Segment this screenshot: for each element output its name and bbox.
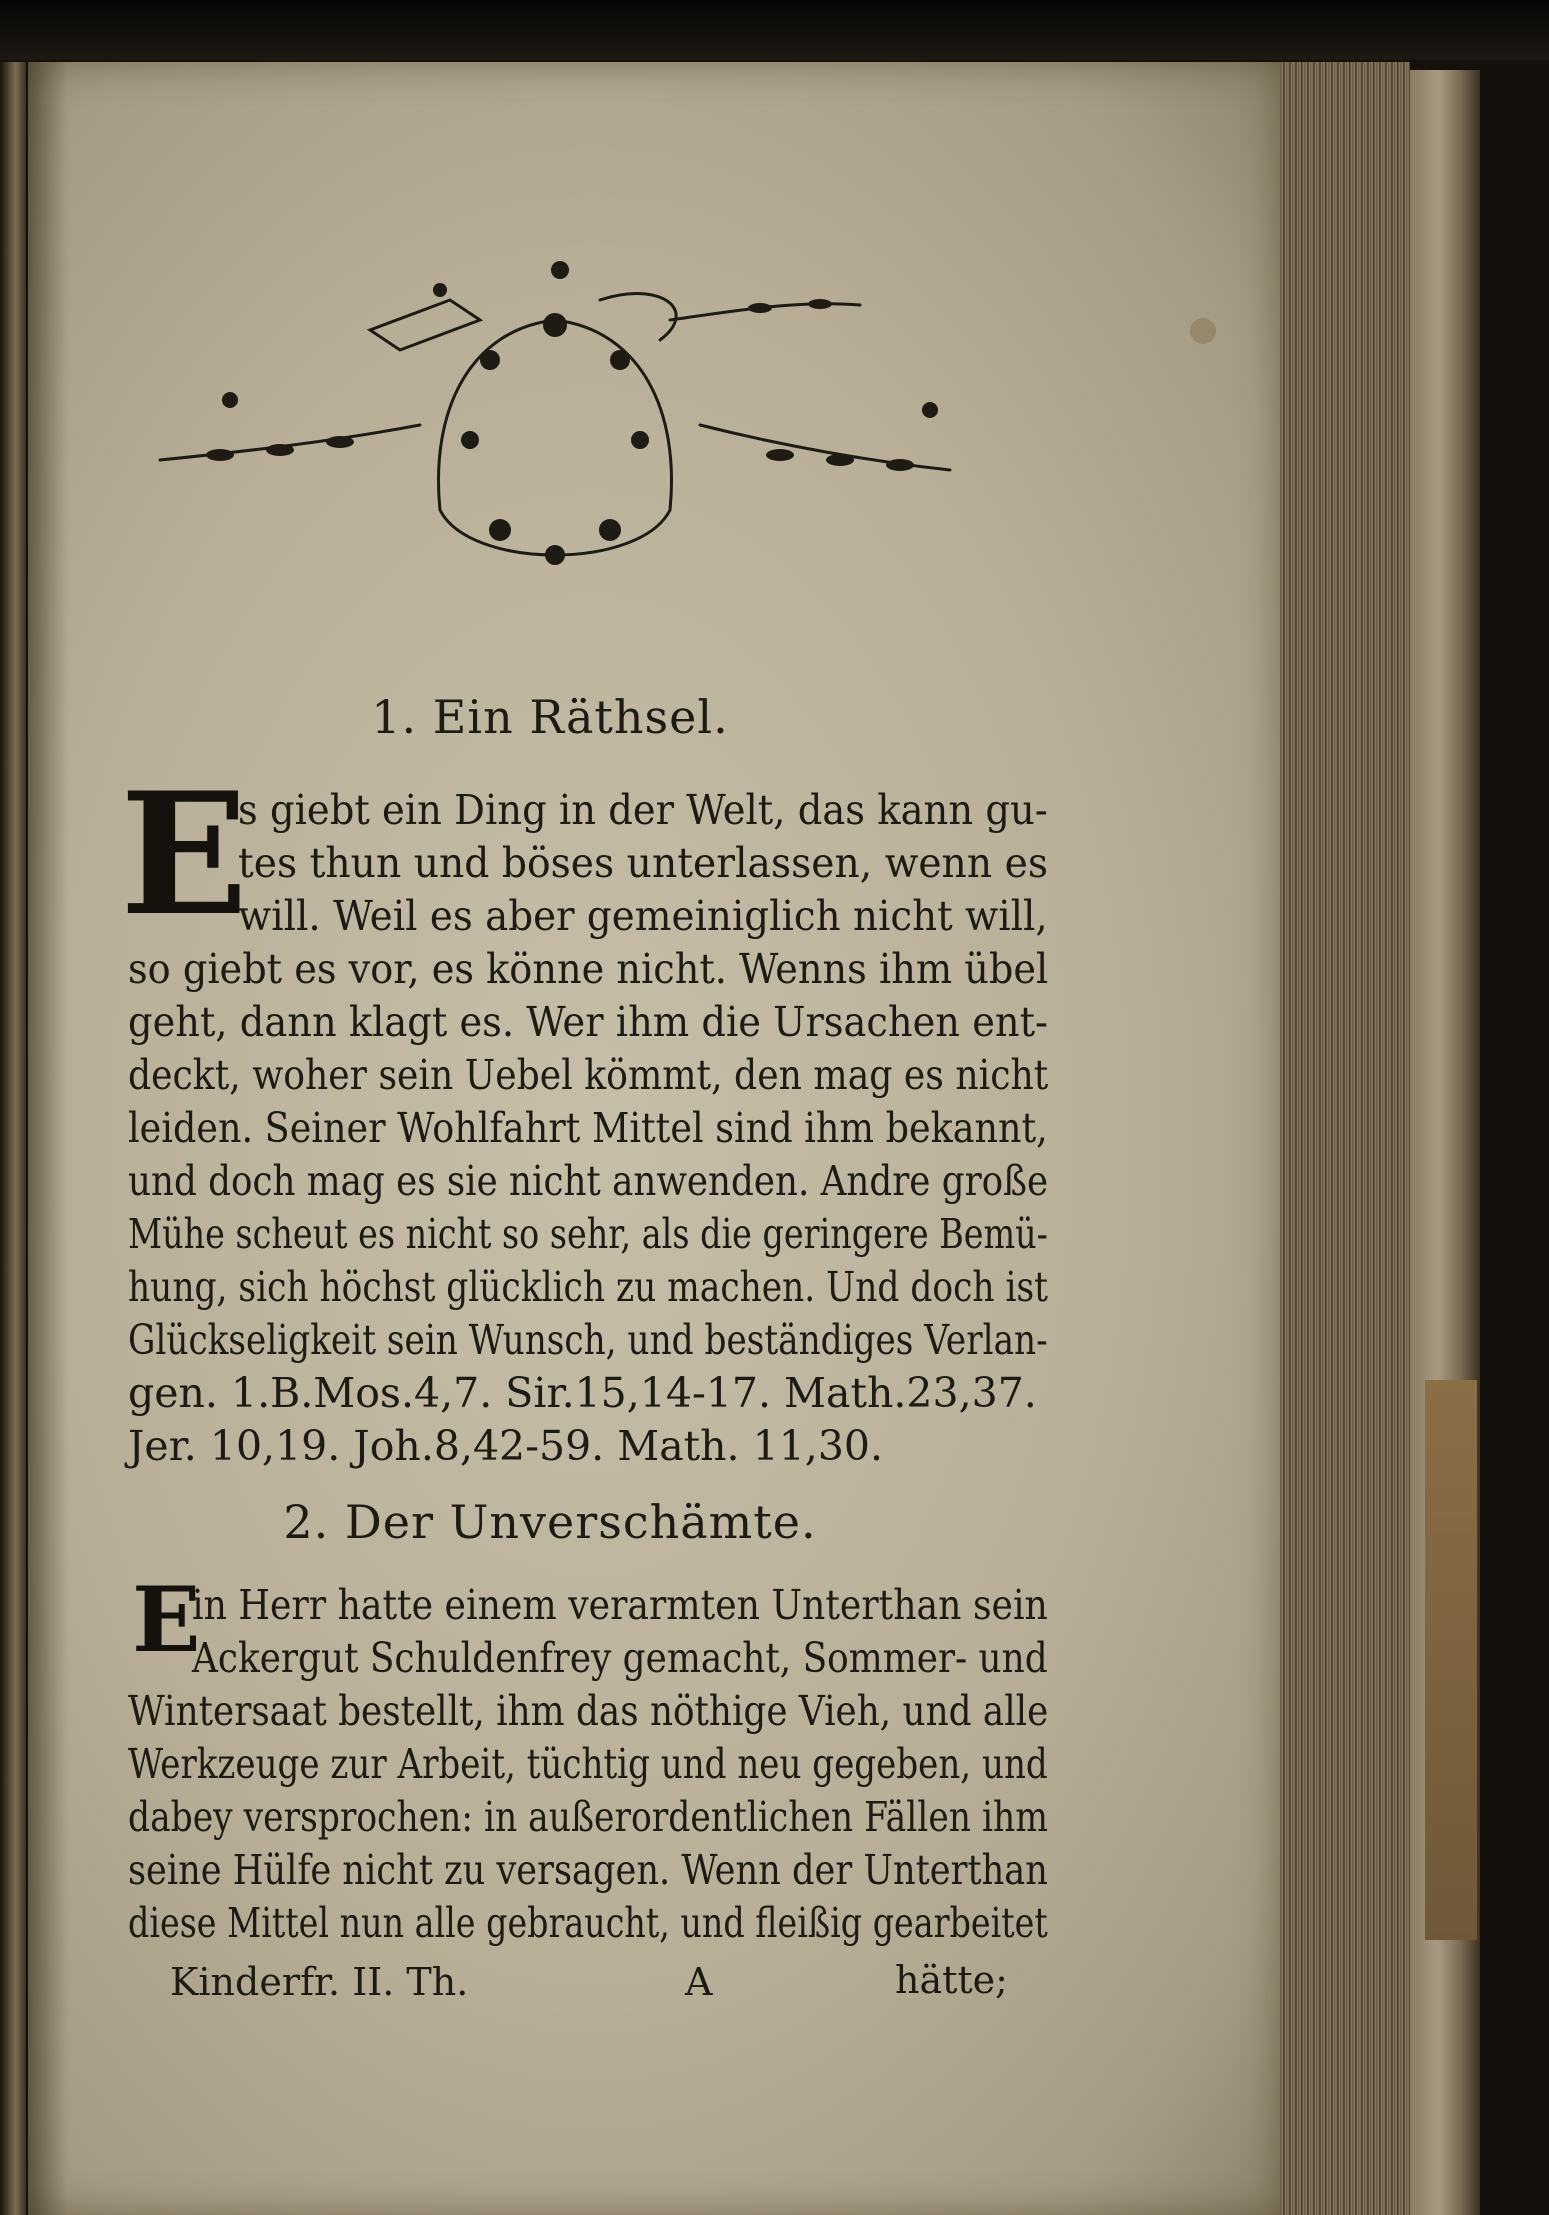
scan-top-edge bbox=[0, 0, 1549, 60]
drop-cap-e-2: E bbox=[132, 1567, 201, 1673]
page-stack-edges bbox=[1280, 62, 1410, 2215]
ornament-ribbon-left bbox=[370, 300, 480, 350]
drop-cap-e: E bbox=[120, 755, 249, 953]
text-line: s giebt ein Ding in der Welt, das kann gu- bbox=[238, 786, 1048, 834]
signature-mark: A bbox=[685, 1960, 713, 2004]
text-line: so giebt es vor, es könne nicht. Wenns ihm übel bbox=[128, 945, 1049, 993]
text-line: dabey versprochen: in außerordentlichen Fällen ihm bbox=[128, 1793, 1048, 1841]
text-line: Glückseligkeit sein Wunsch, und beständiges Verlan- bbox=[128, 1316, 1048, 1364]
floral-ornament-vignette bbox=[140, 210, 970, 590]
ornament-left-branch bbox=[160, 425, 420, 460]
text-line: Werkzeuge zur Arbeit, tüchtig und neu gegeben, und bbox=[128, 1740, 1048, 1788]
ornament-ribbon-right bbox=[600, 294, 676, 340]
text-line: geht, dann klagt es. Wer ihm die Ursachen ent- bbox=[128, 998, 1048, 1046]
text-line: will. Weil es aber gemeiniglich nicht will, bbox=[238, 892, 1048, 940]
text-line: Jer. 10,19. Joh.8,42-59. Math. 11,30. bbox=[128, 1422, 884, 1470]
text-line: Wintersaat bestellt, ihm das nöthige Vieh, und alle bbox=[128, 1687, 1049, 1735]
text-line: Ackergut Schuldenfrey gemacht, Sommer- und bbox=[192, 1634, 1048, 1682]
text-line: leiden. Seiner Wohlfahrt Mittel sind ihm bekannt, bbox=[128, 1104, 1048, 1152]
text-line: hung, sich höchst glücklich zu machen. Und doch ist bbox=[128, 1263, 1048, 1311]
text-line: gen. 1.B.Mos.4,7. Sir.15,14-17. Math.23,37. bbox=[128, 1369, 1037, 1417]
text-line: deckt, woher sein Uebel kömmt, den mag es nicht bbox=[128, 1051, 1049, 1099]
left-page-edge bbox=[0, 62, 26, 2215]
foxing-spot bbox=[1190, 318, 1216, 344]
text-line: diese Mittel nun alle gebraucht, und fleißig gearbeitet bbox=[128, 1899, 1048, 1947]
text-line: tes thun und böses unterlassen, wenn es bbox=[238, 839, 1048, 887]
section-1-heading: 1. Ein Räthsel. bbox=[371, 690, 729, 744]
signature-line: Kinderfr. II. Th. bbox=[170, 1960, 469, 2004]
text-line: Mühe scheut es nicht so sehr, als die geringere Bemü- bbox=[128, 1210, 1048, 1258]
section-2-heading: 2. Der Unverschämte. bbox=[283, 1495, 817, 1549]
text-line: seine Hülfe nicht zu versagen. Wenn der Unterthan bbox=[128, 1846, 1048, 1894]
text-line: und doch mag es sie nicht anwenden. Andre große bbox=[128, 1157, 1049, 1205]
catchword: hätte; bbox=[895, 1958, 1008, 2002]
cover-leather-patch bbox=[1425, 1380, 1477, 1940]
text-line: in Herr hatte einem verarmten Unterthan sein bbox=[192, 1581, 1048, 1629]
page-gutter-shadow bbox=[28, 62, 68, 2215]
